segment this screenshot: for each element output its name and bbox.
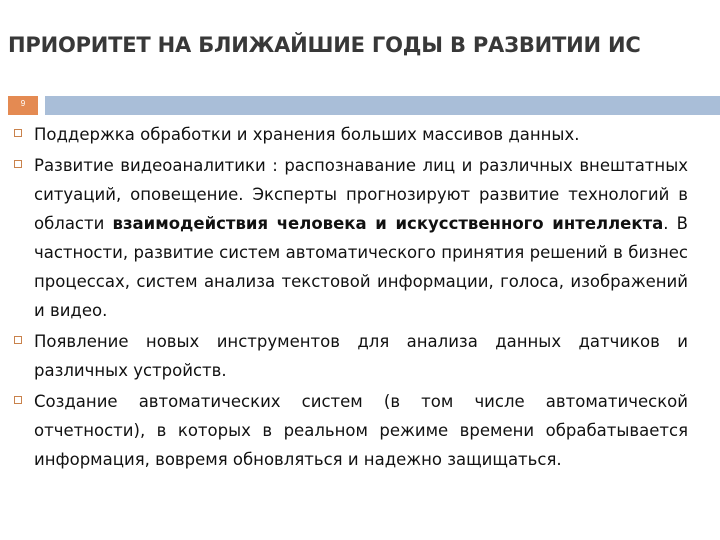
bullet-square-icon <box>14 160 22 168</box>
bullet-text: Появление новых инструментов для анализа данных датчиков и различных устройств. <box>34 332 688 380</box>
accent-bar <box>0 96 720 115</box>
bullet-square-icon <box>14 396 22 404</box>
bullet-text: Создание автоматических систем (в том числе автоматической отчетности), в которых в реальном режиме времени обрабатывается информация, вовремя обновляться и надежно защищаться. <box>34 392 688 469</box>
slide-title: ПРИОРИТЕТ НА БЛИЖАЙШИЕ ГОДЫ В РАЗВИТИИ ИС <box>8 33 641 57</box>
bullet-list <box>14 120 688 476</box>
bullet-item-3 <box>14 327 688 385</box>
bullet-text-before: Развитие видеоаналитики : распознавание лиц и различных внештатных ситуаций, оповещение. Эксперты прогнозируют развитие технологий в области <box>34 156 688 233</box>
bullet-text-bold: взаимодействия человека и искусственного интеллекта <box>112 214 664 233</box>
bullet-square-icon <box>14 129 22 137</box>
header-divider-bar <box>45 96 720 115</box>
page-number-block <box>8 96 38 115</box>
bullet-item-2 <box>14 151 688 325</box>
bullet-square-icon <box>14 336 22 344</box>
bullet-text: Поддержка обработки и хранения больших массивов данных. <box>34 125 580 144</box>
bullet-item-4 <box>14 387 688 474</box>
page-number: 9 <box>20 99 26 108</box>
bullet-text-after: . В частности, развитие систем автоматического принятия решений в бизнес процессах, систем анализа текстовой информации, голоса, изображений и видео. <box>34 214 688 320</box>
bullet-item-1 <box>14 120 688 149</box>
